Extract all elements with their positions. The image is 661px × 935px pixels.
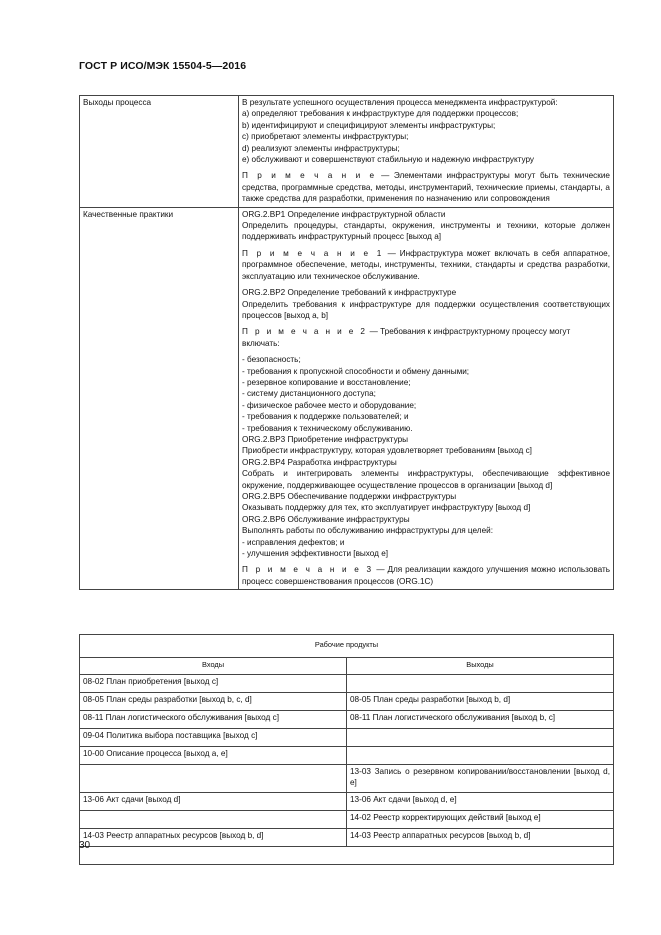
page-number: 30: [79, 840, 91, 851]
note3-text: — Для реализации каждого улучшения можно использовать процесс совершенствования процессов (ORG.1C): [242, 565, 610, 586]
bp4-title: ORG.2.BP4 Разработка инфраструктуры: [242, 457, 397, 467]
outputs-line: a) определяют требования к инфраструктуре для поддержки процессов;: [242, 109, 519, 119]
input-cell: [80, 811, 347, 829]
bp3-text: Приобрести инфраструктуру, которая удовлетворяет требованиям [выход c]: [242, 446, 532, 456]
input-cell: [80, 765, 347, 793]
outputs-line: b) идентифицируют и специфицируют элементы инфраструктуры;: [242, 120, 496, 130]
output-cell: 13-03 Запись о резервном копировании/восстановлении [выход d, e]: [347, 765, 614, 793]
table-row: [80, 693, 614, 711]
input-cell: 10-00 Описание процесса [выход a, e]: [80, 747, 347, 765]
note2: [242, 326, 610, 349]
note2-text: — Требования к инфраструктурному процессу могут включать:: [242, 327, 571, 348]
outputs-line: В результате успешного осуществления процесса менеджмента инфраструктурой:: [242, 98, 558, 107]
input-cell: 09-04 Политика выбора поставщика [выход c]: [80, 729, 347, 747]
inputs-header: Входы: [80, 658, 347, 675]
input-cell: 13-06 Акт сдачи [выход d]: [80, 793, 347, 811]
bp6-title: ORG.2.BP6 Обслуживание инфраструктуры: [242, 514, 410, 524]
list-item: - физическое рабочее место и оборудование;: [242, 400, 417, 410]
outputs-row: [80, 96, 614, 208]
work-products-table: [79, 634, 614, 865]
note3-label: П р и м е ч а н и е 3: [242, 565, 374, 575]
bp4-text: Собрать и интегрировать элементы инфраструктуры, обеспечивающие эффективное окружение, поддерживающее осуществление процессов в организации [выход d]: [242, 469, 610, 490]
output-cell: [347, 675, 614, 693]
next-section-row: [80, 847, 614, 865]
table-row: [80, 793, 614, 811]
outputs-label: Выходы процесса: [80, 96, 239, 208]
list-item: - безопасность;: [242, 355, 301, 365]
output-cell: 13-06 Акт сдачи [выход d, e]: [347, 793, 614, 811]
input-cell: 08-11 План логистического обслуживания [выход c]: [80, 711, 347, 729]
table-row: [80, 829, 614, 847]
output-cell: 08-05 План среды разработки [выход b, d]: [347, 693, 614, 711]
process-table: [79, 95, 614, 590]
input-cell: 14-03 Реестр аппаратных ресурсов [выход b, d]: [80, 829, 347, 847]
bp6-text: Выполнять работы по обслуживанию инфраструктуры для целей:: [242, 526, 493, 536]
list-item: - систему дистанционного доступа;: [242, 389, 376, 399]
note2-label: П р и м е ч а н и е 2: [242, 327, 368, 337]
list-item: - требования к техническому обслуживанию.: [242, 423, 413, 433]
practices-row: [80, 207, 614, 590]
output-cell: 14-03 Реестр аппаратных ресурсов [выход b, d]: [347, 829, 614, 847]
output-cell: [347, 747, 614, 765]
bp2-text: Определить требования к инфраструктуре для поддержки осуществления соответствующих процессов [выход a, b]: [242, 299, 610, 320]
note1: [242, 248, 610, 282]
output-cell: 08-11 План логистического обслуживания [выход b, c]: [347, 711, 614, 729]
note3: [242, 564, 610, 587]
output-cell: [347, 729, 614, 747]
output-cell: 14-02 Реестр корректирующих действий [выход e]: [347, 811, 614, 829]
bp1-text: Определить процедуры, стандарты, окружения, инструменты и техники, которые должен поддерживать инфраструктурный процесс [выход a]: [242, 221, 610, 242]
practices-content: [239, 207, 614, 590]
list-item: - требования к поддержке пользователей; и: [242, 412, 409, 422]
input-cell: 08-05 План среды разработки [выход b, c, d]: [80, 693, 347, 711]
table-row: [80, 811, 614, 829]
table-row: [80, 729, 614, 747]
note-text: — Элементами инфраструктуры могут быть технические средства, программные средства, методы, инструментарий, технические приемы, стандарты, а также средства для разработки, применения по назначению или сопровождения: [242, 171, 610, 204]
table-row: [80, 711, 614, 729]
note-label: П р и м е ч а н и е: [242, 171, 377, 181]
document-header: ГОСТ Р ИСО/МЭК 15504-5—2016: [79, 60, 247, 72]
bp5-text: Оказывать поддержку для тех, кто эксплуатирует инфраструктуру [выход d]: [242, 503, 531, 513]
table-row: [80, 675, 614, 693]
note1-text: — Инфраструктура может включать в себя аппаратное, программное обеспечение, методы, инструменты, техники, стандарты и средства разработки, эксплуатацию или техническое обслуживание.: [242, 248, 610, 281]
bp5-title: ORG.2.BP5 Обеспечивание поддержки инфраструктуры: [242, 492, 457, 501]
list-item: - резервное копирование и восстановление;: [242, 377, 411, 387]
table-row: [80, 747, 614, 765]
note1-label: П р и м е ч а н и е 1: [242, 248, 384, 258]
outputs-line: c) приобретают элементы инфраструктуры;: [242, 132, 409, 142]
work-products-title: Рабочие продукты: [80, 635, 614, 658]
outputs-content: [239, 96, 614, 208]
outputs-line: e) обслуживают и совершенствуют стабильную и надежную инфраструктуру: [242, 155, 535, 165]
practices-label: Качественные практики: [80, 207, 239, 590]
bp6-item: - улучшения эффективности [выход e]: [242, 549, 389, 559]
bp6-item: - исправления дефектов; и: [242, 537, 345, 547]
bp2-title: ORG.2.BP2 Определение требований к инфраструктуре: [242, 288, 457, 298]
outputs-line: d) реализуют элементы инфраструктуры;: [242, 143, 400, 153]
outputs-note: [242, 170, 610, 204]
bp1-title: ORG.2.BP1 Определение инфраструктурной области: [242, 209, 446, 219]
input-cell: 08-02 План приобретения [выход c]: [80, 675, 347, 693]
bp3-title: ORG.2.BP3 Приобретение инфраструктуры: [242, 434, 409, 444]
outputs-header: Выходы: [347, 658, 614, 675]
next-section-cell: [80, 847, 614, 865]
table-row: [80, 765, 614, 793]
list-item: - требования к пропускной способности и обмену данными;: [242, 366, 470, 376]
